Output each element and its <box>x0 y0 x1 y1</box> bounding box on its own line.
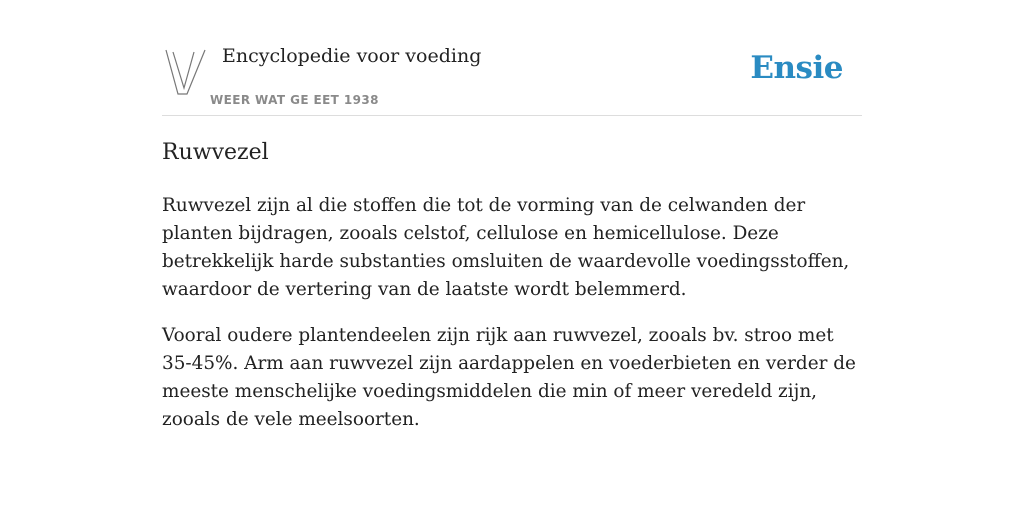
entry-paragraph: Ruwvezel zijn al die stoffen die tot de vorming van de celwanden der planten bijdragen, zooals celstof, cellulose en hemicellulose. Deze betrekkelijk harde substanties omsluiten de waardevolle voedingsstoffen, waardoor de vertering van de laatste wordt belemmerd. <box>162 195 850 300</box>
entry-body <box>162 192 862 452</box>
v-logo-icon[interactable] <box>165 48 207 96</box>
book-title[interactable]: Encyclopedie voor voeding <box>222 45 482 67</box>
header-divider <box>162 115 862 116</box>
book-subtitle: WEER WAT GE EET 1938 <box>210 93 379 107</box>
entry-title: Ruwvezel <box>162 140 269 165</box>
brand-logo[interactable]: Ensie <box>750 50 843 86</box>
entry-paragraph: Vooral oudere plantendeelen zijn rijk aan ruwvezel, zooals bv. stroo met 35-45%. Arm aan ruwvezel zijn aardappelen en voederbieten en verder de meeste menschelijke voedingsmiddelen die min of meer veredeld zijn, zooals de vele meelsoorten. <box>162 325 856 430</box>
